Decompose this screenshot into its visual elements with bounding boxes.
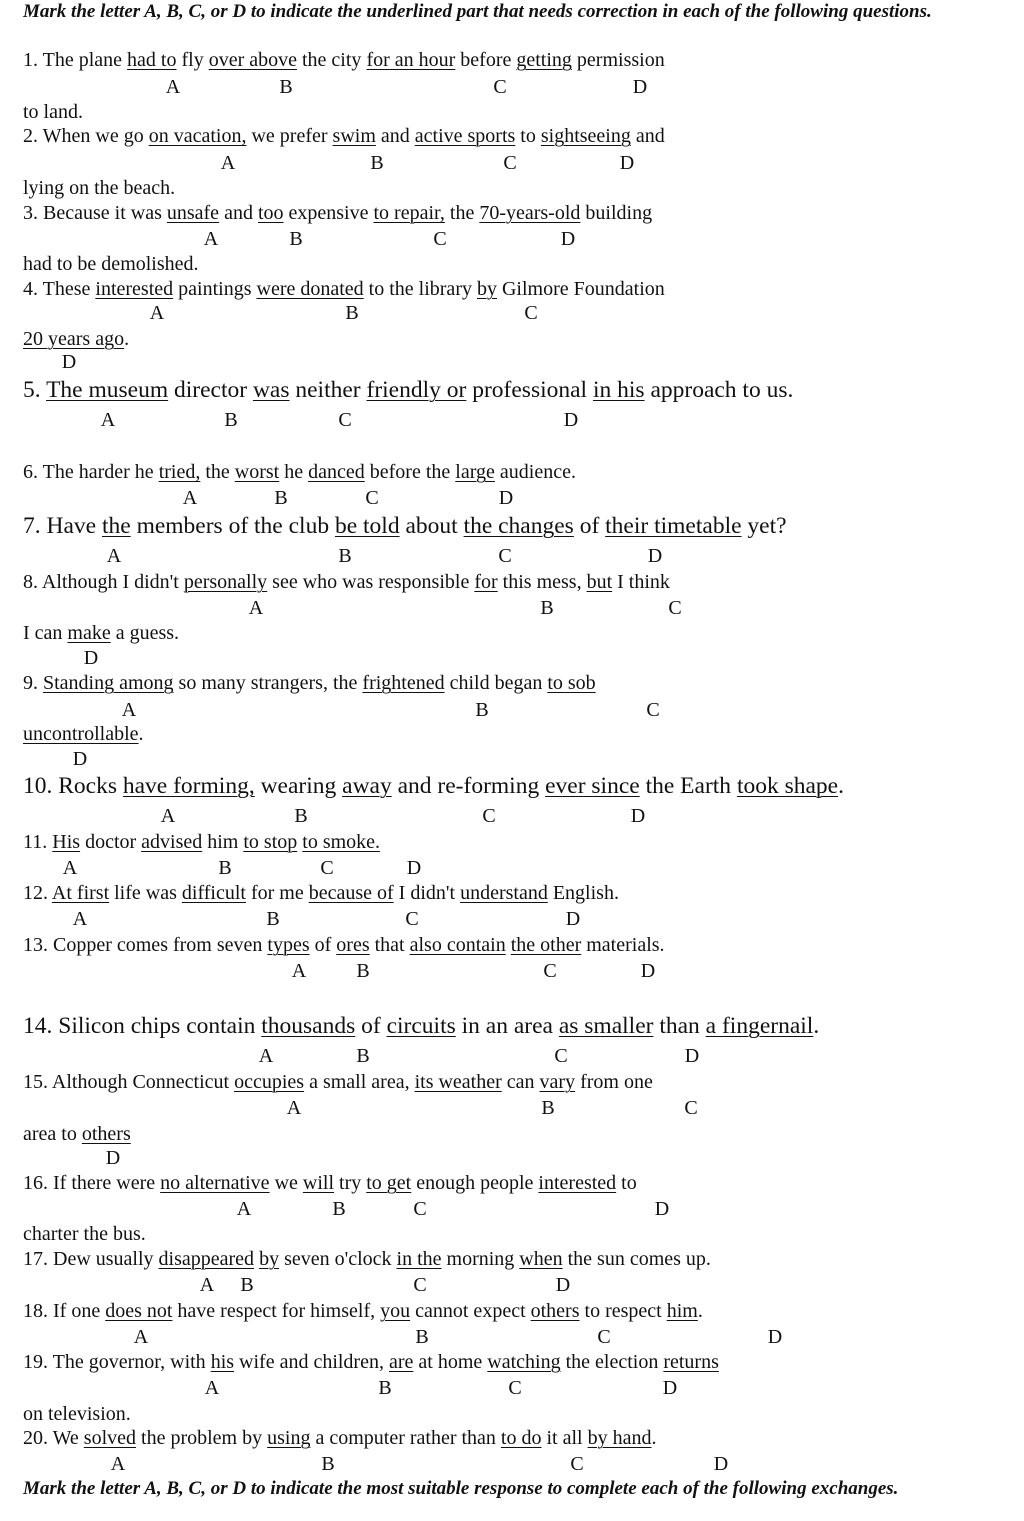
q19-letter-d: D: [662, 1377, 678, 1399]
q7-letter-a: A: [106, 545, 122, 567]
q3-letter-b: B: [289, 228, 303, 250]
question-12-line-1: 12. At first life was difficult for me because of I didn't understand English.: [23, 882, 619, 904]
q12-option-d: understand: [460, 882, 548, 904]
q11-option-c: to stop: [243, 831, 298, 853]
q5-option-c: friendly or: [366, 377, 467, 403]
q13-option-b: ores: [336, 934, 370, 956]
q18-option-c: others: [530, 1300, 580, 1322]
q12-letter-a: A: [72, 908, 88, 930]
q19-option-b: are: [388, 1351, 414, 1373]
q14-letter-b: B: [356, 1045, 370, 1067]
q2-letter-c: C: [503, 152, 517, 174]
q2-option-a: on vacation,: [148, 125, 247, 147]
question-15-line-1: 15. Although Connecticut occupies a small area, its weather can vary from one: [23, 1071, 653, 1093]
q13-letter-a: A: [291, 960, 307, 982]
q7-letter-c: C: [498, 545, 512, 567]
q15-option-c: vary: [539, 1071, 576, 1093]
q10-option-a: have forming,: [122, 773, 255, 799]
q12-option-c: because of: [308, 882, 394, 904]
q10-option-d: took shape: [736, 773, 839, 799]
q7-letter-b: B: [338, 545, 352, 567]
q7-letter-d: D: [647, 545, 663, 567]
q1-option-d: getting: [516, 49, 572, 71]
q19-option-c: watching: [487, 1351, 561, 1373]
q9-letter-d: D: [72, 748, 88, 770]
q4-option-c: by: [476, 278, 497, 300]
q5-letter-d: D: [563, 409, 579, 431]
question-17-line-1: 17. Dew usually disappeared by seven o'clock in the morning when the sun comes up.: [23, 1248, 711, 1270]
q11-letter-b: B: [218, 857, 232, 879]
q11-option-b: advised: [141, 831, 203, 853]
q7-option-d: their timetable: [605, 513, 742, 539]
q18-letter-a: A: [133, 1326, 149, 1348]
q6-option-d: large: [455, 461, 495, 483]
q20-letter-a: A: [110, 1453, 126, 1475]
q15-letter-b: B: [541, 1097, 555, 1119]
q1-option-c: for an hour: [366, 49, 456, 71]
q2-letter-b: B: [370, 152, 384, 174]
q13-option-d: the other: [510, 934, 582, 956]
q6-letter-b: B: [274, 487, 288, 509]
q3-option-c: to repair,: [373, 202, 445, 224]
q16-option-a: no alternative: [160, 1172, 270, 1194]
question-10-line-1: 10. Rocks have forming, wearing away and re-forming ever since the Earth took shape.: [23, 773, 844, 799]
question-18-line-1: 18. If one does not have respect for himself, you cannot expect others to respect him.: [23, 1300, 703, 1322]
q8-option-a: personally: [183, 571, 268, 593]
q10-letter-b: B: [294, 805, 308, 827]
q5-option-b: was: [252, 377, 290, 403]
q10-letter-c: C: [482, 805, 496, 827]
q15-letter-a: A: [286, 1097, 302, 1119]
q17-option-a: disappeared: [158, 1248, 255, 1270]
q15-letter-c: C: [684, 1097, 698, 1119]
q10-option-c: ever since: [545, 773, 640, 799]
q20-option-d: by hand: [587, 1427, 652, 1449]
q18-option-d: him: [666, 1300, 698, 1322]
q16-option-c: to get: [366, 1172, 412, 1194]
q2-letter-a: A: [220, 152, 236, 174]
q2-option-d: sightseeing: [540, 125, 631, 147]
q20-option-c: to do: [500, 1427, 542, 1449]
q11-option-a: His: [52, 831, 81, 853]
q20-letter-d: D: [713, 1453, 729, 1475]
q14-option-d: a fingernail: [705, 1013, 814, 1039]
question-16-line-1: 16. If there were no alternative we will try to get enough people interested to: [23, 1172, 637, 1194]
q14-option-a: thousands: [261, 1013, 356, 1039]
q16-letter-a: A: [236, 1198, 252, 1220]
q19-letter-b: B: [378, 1377, 392, 1399]
q3-letter-c: C: [433, 228, 447, 250]
q14-letter-a: A: [258, 1045, 274, 1067]
q18-letter-d: D: [767, 1326, 783, 1348]
question-8-line-1: 8. Although I didn't personally see who was responsible for this mess, but I think: [23, 571, 670, 593]
q14-letter-c: C: [554, 1045, 568, 1067]
question-9-line-1: 9. Standing among so many strangers, the frightened child began to sob: [23, 672, 596, 694]
question-1-line-2: to land.: [23, 101, 83, 123]
q20-letter-c: C: [570, 1453, 584, 1475]
q17-option-d: when: [519, 1248, 563, 1270]
q11-letter-c: C: [320, 857, 334, 879]
q12-letter-d: D: [565, 908, 581, 930]
question-16-line-2: charter the bus.: [23, 1223, 146, 1245]
q5-option-a: The museum: [46, 377, 169, 403]
q17-letter-a: A: [199, 1274, 215, 1296]
q3-option-a: unsafe: [166, 202, 220, 224]
q19-letter-a: A: [204, 1377, 220, 1399]
q9-option-b: frightened: [362, 672, 445, 694]
q17-letter-b: B: [240, 1274, 254, 1296]
q8-letter-c: C: [668, 597, 682, 619]
q4-letter-d: D: [61, 351, 77, 373]
q17-option-b: by: [259, 1248, 280, 1270]
q12-letter-c: C: [405, 908, 419, 930]
q1-option-a: had to: [127, 49, 177, 71]
q3-option-b: too: [257, 202, 284, 224]
q19-option-a: his: [210, 1351, 235, 1373]
q5-letter-c: C: [338, 409, 352, 431]
q17-letter-d: D: [555, 1274, 571, 1296]
q15-letter-d: D: [105, 1147, 121, 1169]
q9-letter-a: A: [121, 699, 137, 721]
q5-option-d: in his: [592, 377, 645, 403]
q16-letter-d: D: [654, 1198, 670, 1220]
question-5-line-1: 5. The museum director was neither friendly or professional in his approach to us.: [23, 377, 794, 403]
question-2-line-1: 2. When we go on vacation, we prefer swim and active sports to sightseeing and: [23, 125, 665, 147]
question-13-line-1: 13. Copper comes from seven types of ores that also contain the other materials.: [23, 934, 665, 956]
q8-option-b: for: [474, 571, 498, 593]
q12-letter-b: B: [266, 908, 280, 930]
q11-option-d: to smoke.: [302, 831, 381, 853]
question-19-line-2: on television.: [23, 1403, 131, 1425]
q2-option-c: active sports: [414, 125, 516, 147]
q14-option-b: circuits: [386, 1013, 456, 1039]
q7-option-b: be told: [334, 513, 400, 539]
question-11-line-1: 11. His doctor advised him to stop to smoke.: [23, 831, 381, 853]
q4-letter-a: A: [149, 302, 165, 324]
q18-option-b: you: [380, 1300, 411, 1322]
question-4-line-2: 20 years ago.: [23, 328, 130, 350]
q13-letter-d: D: [640, 960, 656, 982]
question-14-line-1: 14. Silicon chips contain thousands of circuits in an area as smaller than a fingernail.: [23, 1013, 820, 1039]
q19-option-d: returns: [663, 1351, 719, 1373]
q3-letter-a: A: [203, 228, 219, 250]
q1-option-b: over above: [208, 49, 297, 71]
q3-option-d: 70-years-old: [479, 202, 581, 224]
q5-letter-b: B: [224, 409, 238, 431]
q18-letter-b: B: [415, 1326, 429, 1348]
q13-letter-b: B: [356, 960, 370, 982]
q8-letter-b: B: [540, 597, 554, 619]
q13-option-a: types: [267, 934, 310, 956]
question-8-line-2: I can make a guess.: [23, 622, 180, 644]
q19-letter-c: C: [508, 1377, 522, 1399]
q17-letter-c: C: [413, 1274, 427, 1296]
q9-option-a: Standing among: [43, 672, 174, 694]
q15-option-a: occupies: [234, 1071, 305, 1093]
q18-letter-c: C: [597, 1326, 611, 1348]
q18-option-a: does not: [105, 1300, 173, 1322]
q6-option-b: worst: [234, 461, 280, 483]
question-6-line-1: 6. The harder he tried, the worst he danced before the large audience.: [23, 461, 576, 483]
q14-letter-d: D: [684, 1045, 700, 1067]
q6-letter-c: C: [365, 487, 379, 509]
q4-letter-b: B: [345, 302, 359, 324]
q17-option-c: in the: [396, 1248, 442, 1270]
q16-option-b: will: [302, 1172, 335, 1194]
q7-option-c: the changes: [463, 513, 574, 539]
q4-option-a: interested: [95, 278, 174, 300]
question-15-line-2: area to others: [23, 1123, 131, 1145]
q9-option-d: uncontrollable: [23, 723, 139, 745]
q6-option-c: danced: [308, 461, 365, 483]
q1-letter-c: C: [493, 76, 507, 98]
q9-letter-c: C: [646, 699, 660, 721]
q20-option-a: solved: [83, 1427, 137, 1449]
q2-option-b: swim: [332, 125, 376, 147]
question-1-line-1: 1. The plane had to fly over above the city for an hour before getting permission: [23, 49, 665, 71]
q10-letter-a: A: [160, 805, 176, 827]
q16-letter-c: C: [413, 1198, 427, 1220]
instruction-top: Mark the letter A, B, C, or D to indicate the underlined part that needs correction in each of the following questions.: [23, 1, 932, 22]
question-4-line-1: 4. These interested paintings were donated to the library by Gilmore Foundation: [23, 278, 665, 300]
q1-letter-b: B: [279, 76, 293, 98]
q2-letter-d: D: [619, 152, 635, 174]
q4-option-d: 20 years ago: [23, 328, 125, 350]
question-9-line-2: uncontrollable.: [23, 723, 144, 745]
q5-letter-a: A: [100, 409, 116, 431]
q4-letter-c: C: [524, 302, 538, 324]
q15-option-b: its weather: [414, 1071, 502, 1093]
question-19-line-1: 19. The governor, with his wife and children, are at home watching the election returns: [23, 1351, 719, 1373]
q12-option-b: difficult: [181, 882, 246, 904]
question-7-line-1: 7. Have the members of the club be told about the changes of their timetable yet?: [23, 513, 787, 539]
q14-option-c: as smaller: [558, 1013, 654, 1039]
q20-letter-b: B: [321, 1453, 335, 1475]
q8-option-c: but: [586, 571, 613, 593]
q13-letter-c: C: [543, 960, 557, 982]
question-3-line-1: 3. Because it was unsafe and too expensive to repair, the 70-years-old building: [23, 202, 653, 224]
q13-option-c: also contain: [409, 934, 506, 956]
q4-option-b: were donated: [256, 278, 364, 300]
q9-letter-b: B: [475, 699, 489, 721]
q7-option-a: the: [101, 513, 131, 539]
q1-letter-a: A: [165, 76, 181, 98]
q20-option-b: using: [267, 1427, 311, 1449]
q16-option-d: interested: [538, 1172, 617, 1194]
question-20-line-1: 20. We solved the problem by using a computer rather than to do it all by hand.: [23, 1427, 657, 1449]
q12-option-a: At first: [51, 882, 110, 904]
q11-letter-d: D: [406, 857, 422, 879]
q6-letter-a: A: [182, 487, 198, 509]
q10-letter-d: D: [630, 805, 646, 827]
q6-letter-d: D: [498, 487, 514, 509]
q15-option-d: others: [81, 1123, 131, 1145]
q8-letter-a: A: [248, 597, 264, 619]
question-3-line-2: had to be demolished.: [23, 253, 199, 275]
q1-letter-d: D: [632, 76, 648, 98]
question-2-line-2: lying on the beach.: [23, 177, 176, 199]
q8-letter-d: D: [83, 647, 99, 669]
q8-option-d: make: [67, 622, 111, 644]
instruction-bottom: Mark the letter A, B, C, or D to indicate the most suitable response to complete each of the following exchanges.: [23, 1478, 899, 1499]
q9-option-c: to sob: [547, 672, 596, 694]
q16-letter-b: B: [332, 1198, 346, 1220]
q10-option-b: away: [342, 773, 392, 799]
q11-letter-a: A: [62, 857, 78, 879]
q3-letter-d: D: [560, 228, 576, 250]
q6-option-a: tried,: [158, 461, 201, 483]
